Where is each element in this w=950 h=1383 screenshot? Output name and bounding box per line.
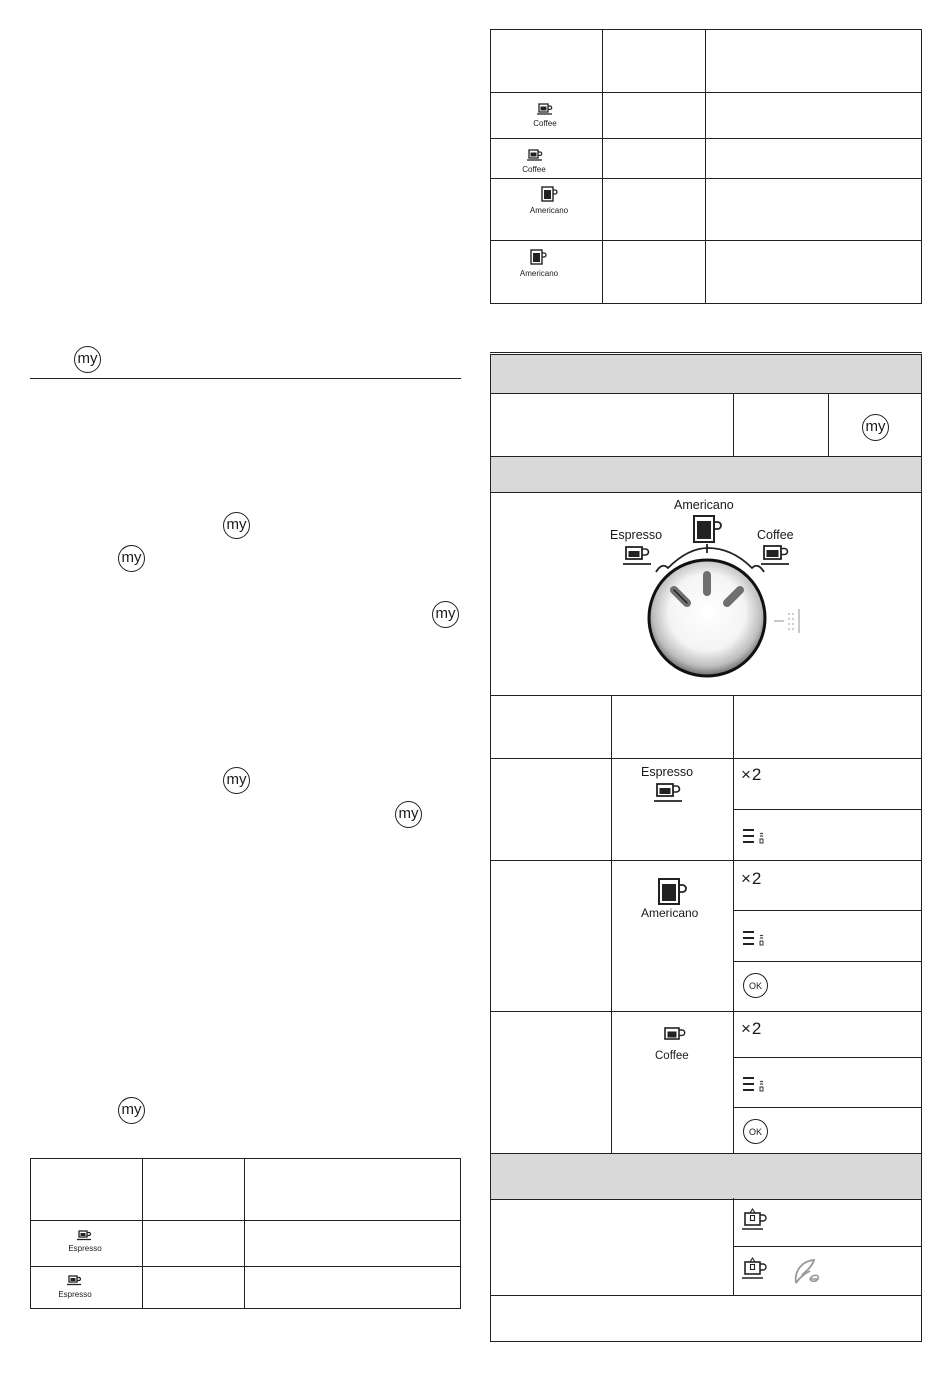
small-cup-icon (66, 1274, 86, 1290)
panel-header (491, 456, 921, 493)
double-press-symbol: ×2 (741, 1019, 763, 1038)
table-row-label: Coffee (522, 165, 546, 174)
my-button-icon: my (223, 767, 250, 794)
espresso-cup-icon (653, 782, 687, 806)
table-row-label: Espresso (58, 1290, 92, 1299)
ok-button-icon: OK (743, 1119, 768, 1144)
my-button-icon: my (118, 545, 145, 572)
my-button-icon: my (118, 1097, 145, 1124)
section-divider (30, 378, 461, 379)
my-button-icon: my (432, 601, 459, 628)
ok-button-icon: OK (743, 973, 768, 998)
coffee-cup-icon (663, 1027, 689, 1047)
eco-mode-icon (790, 1257, 826, 1287)
settings-row-label-coffee: Coffee (655, 1050, 689, 1062)
settings-row-label-espresso: Espresso (641, 765, 694, 779)
table-row-label: Espresso (68, 1244, 102, 1253)
table-row-label: Americano (519, 269, 559, 278)
my-button-icon: my (862, 414, 889, 441)
strength-setting-icon (741, 1075, 769, 1095)
my-button-icon: my (74, 346, 101, 373)
medium-cup-icon (526, 149, 546, 165)
table-row-label: Coffee (533, 119, 557, 128)
selection-dial (640, 540, 780, 680)
strength-setting-icon (741, 929, 769, 949)
medium-cup-icon (536, 103, 556, 119)
dial-label-americano: Americano (674, 498, 734, 512)
small-cup-icon (76, 1229, 96, 1245)
large-mug-icon (540, 186, 560, 206)
my-button-icon: my (395, 801, 422, 828)
double-press-symbol: ×2 (741, 765, 763, 784)
descaling-cup-icon (741, 1207, 773, 1233)
water-level-icon (772, 606, 804, 636)
panel-header (491, 355, 921, 394)
my-button-icon: my (223, 512, 250, 539)
large-mug-icon (529, 249, 549, 269)
strength-setting-icon (741, 827, 769, 847)
americano-mug-icon (657, 877, 691, 909)
panel-header (491, 1153, 921, 1200)
dial-label-espresso: Espresso (610, 528, 663, 542)
settings-row-label-americano: Americano (641, 906, 699, 920)
descaling-cup-icon (741, 1256, 773, 1282)
table-row-label: Americano (529, 206, 569, 215)
double-press-symbol: ×2 (741, 869, 763, 888)
dial-label-coffee: Coffee (757, 528, 794, 542)
